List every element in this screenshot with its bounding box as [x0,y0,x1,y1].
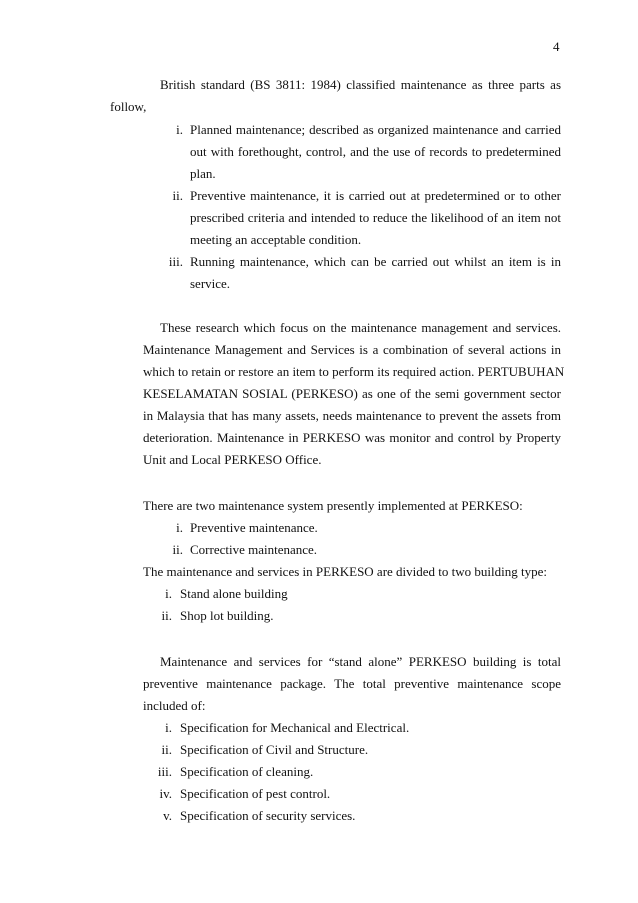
list-item: Preventive maintenance. [190,520,318,535]
list-item: Corrective maintenance. [190,542,318,557]
list-number: i. [165,720,172,735]
list-number: i. [176,520,183,535]
list-item: Specification of pest control. [180,786,331,801]
list-item-line: Preventive maintenance, it is carried out at predetermined or to other [190,188,561,203]
list-item-line: out with forethought, control, and the use of records to predetermined [190,144,561,159]
intro-line-1: British standard (BS 3811: 1984) classified maintenance as three parts as [160,77,561,92]
list-item: Specification of cleaning. [180,764,314,779]
list-item: Specification of security services. [180,808,356,823]
list-item-line: Running maintenance, which can be carried out whilst an item is in [190,254,561,269]
systems-intro: There are two maintenance system presently implemented at PERKESO: [143,498,523,513]
list-number: v. [163,808,172,823]
list-item-line: prescribed criteria and intended to reduce the likelihood of an item not [190,210,561,225]
list-item: Specification for Mechanical and Electrical. [180,720,410,735]
paragraph-line: which to retain or restore an item to perform its required action. PERTUBUHAN [143,364,565,379]
list-item: Shop lot building. [180,608,274,623]
paragraph-line: preventive maintenance package. The total preventive maintenance scope [143,676,561,691]
paragraph-line: Maintenance and services for “stand alone” PERKESO building is total [160,654,561,669]
building-intro: The maintenance and services in PERKESO are divided to two building type: [143,564,547,579]
list-number: iii. [168,254,183,269]
list-number: ii. [172,188,183,203]
list-item-line: service. [190,276,231,291]
list-item-line: Planned maintenance; described as organized maintenance and carried [190,122,561,137]
list-number: iv. [159,786,172,801]
paragraph-line: KESELAMATAN SOSIAL (PERKESO) as one of the semi government sector [143,386,561,401]
list-item: Stand alone building [180,586,288,601]
paragraph-line: deterioration. Maintenance in PERKESO was monitor and control by Property [143,430,561,445]
paragraph-line: These research which focus on the maintenance management and services. [160,320,561,335]
paragraph-line: in Malaysia that has many assets, needs maintenance to prevent the assets from [143,408,561,423]
paragraph-line: Maintenance Management and Services is a combination of several actions in [143,342,561,357]
list-number: i. [165,586,172,601]
list-number: i. [176,122,183,137]
list-number: ii. [161,608,172,623]
list-item-line: plan. [190,166,216,181]
list-item: Specification of Civil and Structure. [180,742,369,757]
list-item-line: meeting an acceptable condition. [190,232,362,247]
list-number: ii. [161,742,172,757]
page-number: 4 [553,39,560,54]
intro-line-2: follow, [110,99,147,114]
paragraph-line: Unit and Local PERKESO Office. [143,452,322,467]
list-number: iii. [157,764,172,779]
paragraph-line: included of: [143,698,206,713]
list-number: ii. [172,542,183,557]
